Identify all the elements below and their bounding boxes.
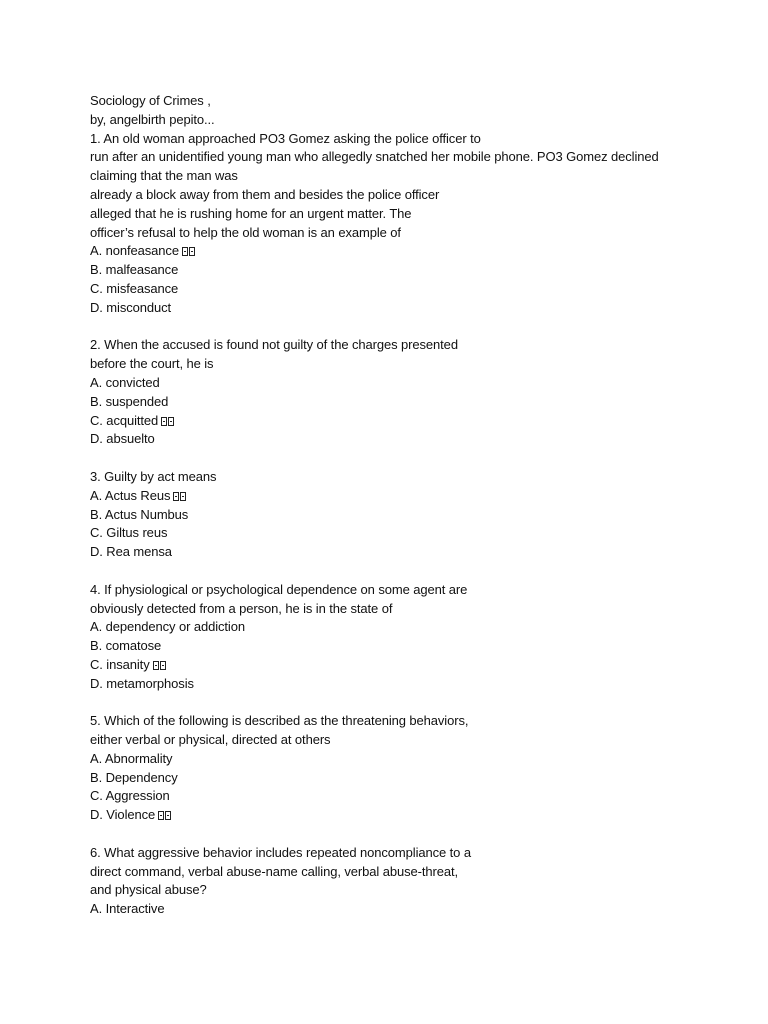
- question-stem-line: run after an unidentified young man who allegedly snatched her mobile phone. PO3 Gomez declined: [90, 149, 659, 165]
- answer-option: [90, 806, 730, 825]
- question-stem-line: officer’s refusal to help the old woman is an example of: [90, 224, 401, 240]
- question-list: [90, 130, 730, 919]
- question-block: [90, 468, 730, 562]
- answer-option-label: D. misconduct: [90, 299, 172, 315]
- question-spacer: [90, 449, 730, 468]
- answer-option-label: A. Abnormality: [90, 750, 173, 766]
- answer-option: [90, 430, 730, 449]
- document-body: [90, 92, 730, 919]
- question-stem-line: 4. If physiological or psychological dependence on some agent are: [90, 581, 468, 597]
- document-author: by, angelbirth pepito...: [90, 111, 215, 127]
- answer-option-label: B. Actus Numbus: [90, 506, 189, 522]
- answer-option-label: C. Giltus reus: [90, 525, 168, 541]
- question-stem-line: already a block away from them and besides the police officer: [90, 186, 440, 202]
- answer-option-label: B. malfeasance: [90, 262, 179, 278]
- answer-marker-icon: [182, 243, 196, 262]
- answer-option: [90, 261, 730, 280]
- answer-option: [90, 769, 730, 788]
- question-block: [90, 712, 730, 825]
- answer-option-label: A. dependency or addiction: [90, 619, 245, 635]
- answer-option-label: B. comatose: [90, 638, 162, 654]
- question-block: [90, 130, 730, 318]
- question-stem-line: direct command, verbal abuse-name calling, verbal abuse-threat,: [90, 863, 459, 879]
- question-spacer: [90, 694, 730, 713]
- answer-option: [90, 900, 730, 919]
- answer-option: [90, 675, 730, 694]
- question-stem-line: 2. When the accused is found not guilty of the charges presented: [90, 337, 458, 353]
- answer-marker-icon: [173, 488, 187, 507]
- answer-marker-icon: [153, 657, 167, 676]
- question-stem-line: and physical abuse?: [90, 882, 207, 898]
- question-stem-line: 5. Which of the following is described as the threatening behaviors,: [90, 713, 469, 729]
- answer-option-label: D. absuelto: [90, 431, 155, 447]
- answer-option: [90, 543, 730, 562]
- answer-option: [90, 656, 730, 675]
- answer-option-label: D. Violence: [90, 807, 156, 823]
- question-stem-line: before the court, he is: [90, 356, 214, 372]
- answer-option-label: B. suspended: [90, 393, 169, 409]
- answer-option-label: A. Interactive: [90, 901, 165, 917]
- question-block: [90, 844, 730, 919]
- answer-option-label: C. Aggression: [90, 788, 170, 804]
- question-stem-line: either verbal or physical, directed at others: [90, 732, 331, 748]
- question-block: [90, 336, 730, 449]
- answer-option-label: B. Dependency: [90, 769, 178, 785]
- answer-option-label: A. Actus Reus: [90, 487, 171, 503]
- answer-option-label: A. convicted: [90, 374, 160, 390]
- answer-option-label: D. metamorphosis: [90, 675, 194, 691]
- answer-option: [90, 412, 730, 431]
- answer-option-label: C. acquitted: [90, 412, 159, 428]
- question-block: [90, 581, 730, 694]
- answer-option: [90, 487, 730, 506]
- answer-option: [90, 524, 730, 543]
- answer-option: [90, 750, 730, 769]
- answer-option: [90, 299, 730, 318]
- question-stem-line: 3. Guilty by act means: [90, 468, 217, 484]
- answer-option-label: C. insanity: [90, 656, 150, 672]
- question-stem-line: claiming that the man was: [90, 168, 238, 184]
- answer-option: [90, 280, 730, 299]
- question-stem-line: 1. An old woman approached PO3 Gomez asking the police officer to: [90, 130, 481, 146]
- answer-option: [90, 242, 730, 261]
- answer-option-label: C. misfeasance: [90, 280, 179, 296]
- question-spacer: [90, 562, 730, 581]
- question-spacer: [90, 825, 730, 844]
- answer-marker-icon: [161, 413, 175, 432]
- question-stem-line: alleged that he is rushing home for an urgent matter. The: [90, 205, 412, 221]
- answer-option: [90, 393, 730, 412]
- answer-option: [90, 506, 730, 525]
- answer-option-label: D. Rea mensa: [90, 544, 172, 560]
- question-stem-line: 6. What aggressive behavior includes repeated noncompliance to a: [90, 844, 471, 860]
- answer-option: [90, 787, 730, 806]
- answer-option: [90, 637, 730, 656]
- answer-option: [90, 374, 730, 393]
- question-stem-line: obviously detected from a person, he is in the state of: [90, 600, 393, 616]
- answer-marker-icon: [158, 807, 172, 826]
- document-title: Sociology of Crimes ,: [90, 93, 211, 108]
- answer-option: [90, 618, 730, 637]
- answer-option-label: A. nonfeasance: [90, 243, 179, 259]
- question-spacer: [90, 318, 730, 337]
